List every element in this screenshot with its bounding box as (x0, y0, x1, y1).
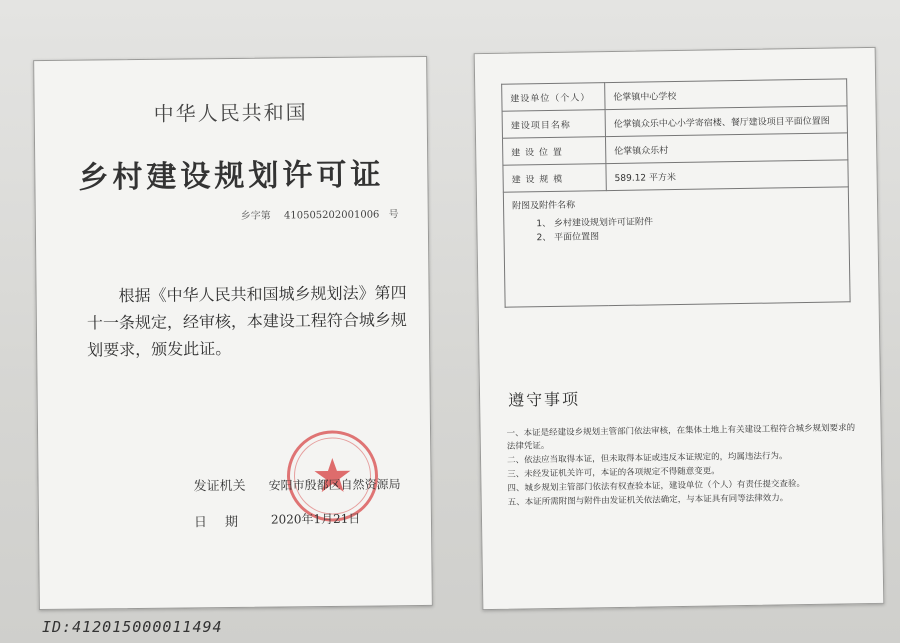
row-key: 建 设 规 模 (503, 164, 606, 193)
row-value: 589.12 平方米 (606, 160, 848, 191)
row-key: 建设单位（个人） (502, 83, 605, 112)
issuer-label: 发证机关 (193, 478, 246, 495)
attachments-cell (503, 187, 850, 307)
number-prefix: 乡字第 (240, 210, 271, 222)
row-key: 建 设 位 置 (502, 137, 605, 166)
row-value: 伦掌镇中心学校 (605, 79, 847, 110)
note-item: 五、本证所需附图与附件由发证机关依法确定，与本证具有同等法律效力。 (507, 493, 789, 508)
date-label: 日期 (193, 514, 257, 531)
certificate-body-text: 根据《中华人民共和国城乡规划法》第四十一条规定，经审核，本建设工程符合城乡规划要求，颁发此证。 (86, 283, 407, 360)
certificate-number (241, 205, 399, 222)
certificate-heading: 乡村建设规划许可证 (78, 157, 385, 196)
issuer-name: 安阳市殷都区自然资源局 (268, 477, 401, 493)
notes-title: 遵守事项 (507, 389, 581, 410)
issue-date: 2020年1月21日 (270, 511, 361, 527)
row-value: 伦掌镇众乐村 (605, 133, 847, 164)
note-item: 一、本证是经建设乡规划主管部门依法审核，在集体土地上有关建设工程符合城乡规划要求的法律凭证。 (506, 423, 856, 452)
row-value: 伦掌镇众乐中心小学寄宿楼、餐厅建设项目平面位置图 (605, 106, 847, 137)
note-item: 二、依法应当取得本证，但未取得本证或违反本证规定的，均属违法行为。 (506, 451, 788, 466)
note-item: 三、未经发证机关许可，本证的各项规定不得随意变更。 (507, 466, 720, 480)
attachments-row (503, 187, 850, 307)
attachment-item: 2、 平面位置图 (536, 232, 600, 244)
row-key: 建设项目名称 (502, 110, 605, 139)
document-id: ID:412015000011494 (42, 618, 223, 636)
attachment-item: 1、 乡村建设规划许可证附件 (536, 217, 654, 230)
attachments-title: 附图及附件名称 (511, 200, 576, 212)
country-title: 中华人民共和国 (153, 100, 308, 126)
project-info-table (501, 78, 850, 307)
number-value: 410505202001006 (283, 209, 380, 222)
certificate-details-page (474, 47, 885, 610)
certificate-cover-page (33, 56, 433, 610)
note-item: 四、城乡规划主管部门依法有权查验本证，建设单位（个人）有责任提交查验。 (507, 479, 806, 494)
notes-list (507, 422, 858, 510)
number-suffix: 号 (388, 209, 399, 221)
